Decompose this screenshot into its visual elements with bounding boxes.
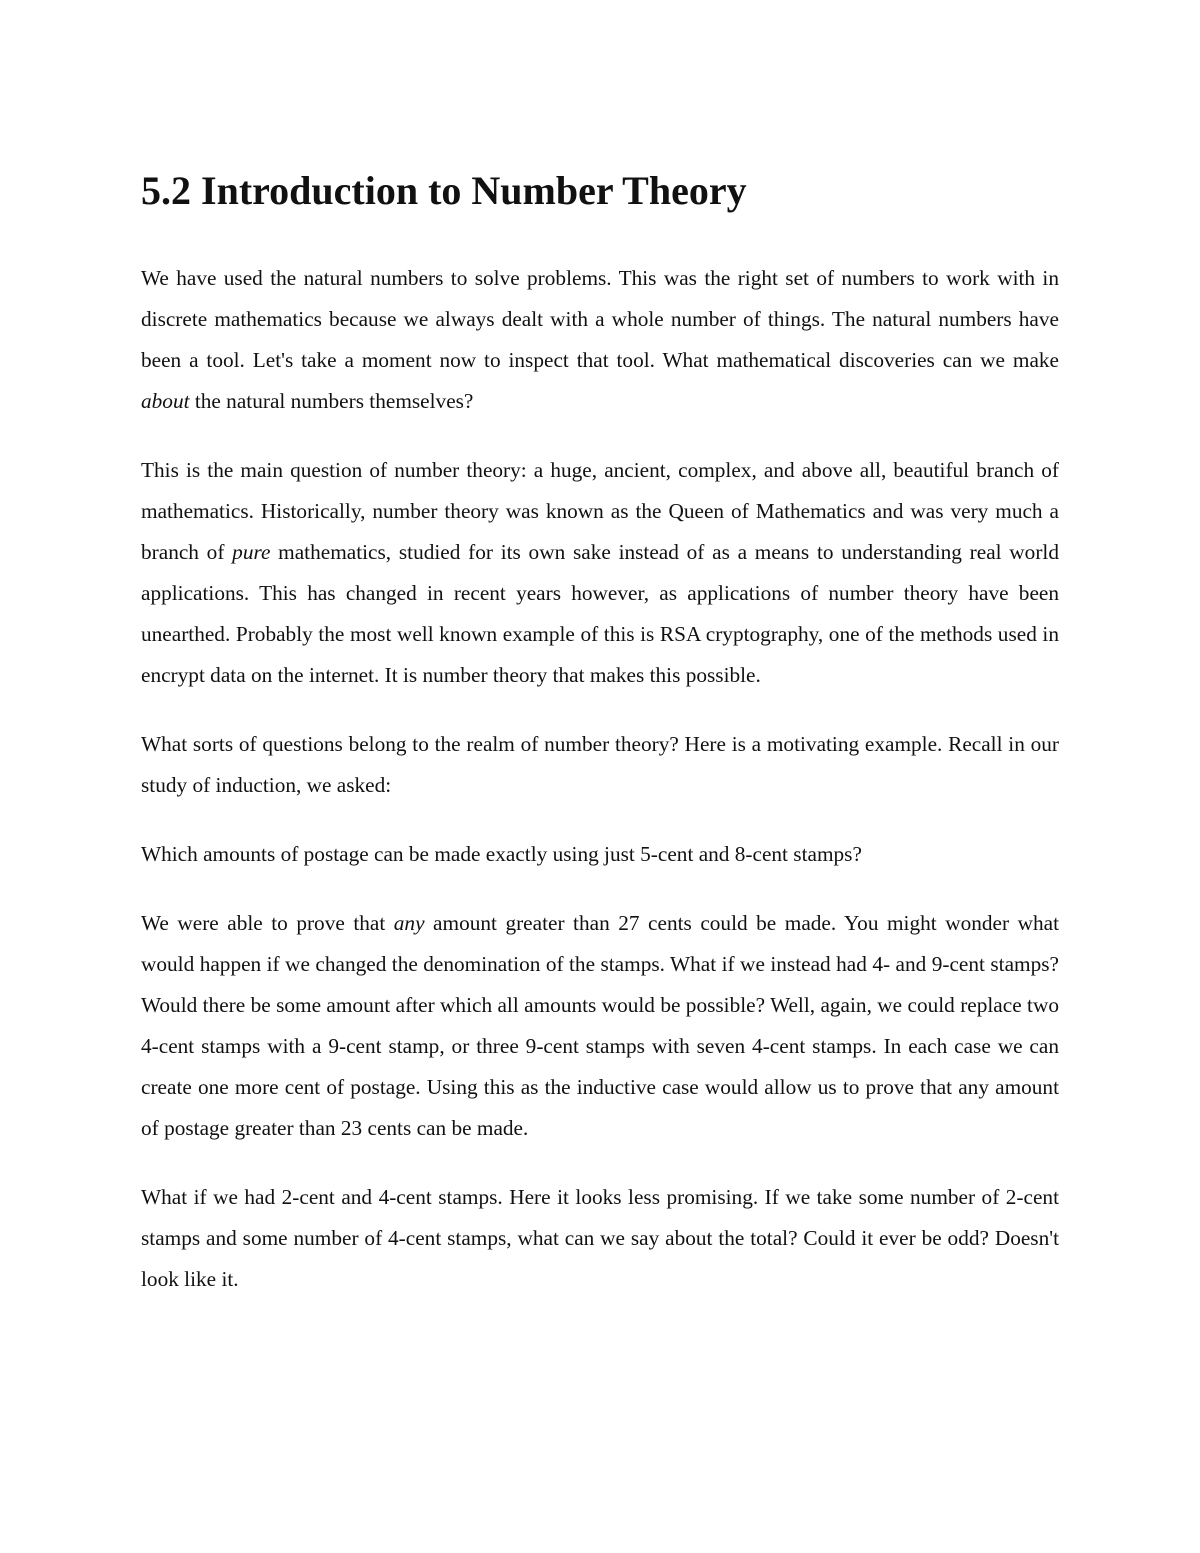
paragraph-even-stamps: What if we had 2-cent and 4-cent stamps. Here it looks less promising. If we take some number of 2-cent stamps and some number of 4-cent stamps, what can we say about the total? Could it ever be odd? Doesn't look like it. (141, 1185, 1059, 1291)
paragraph-text: We have used the natural numbers to solve problems. This was the right set of numbers to work with in discrete mathematics because we always dealt with a whole number of things. The natural numbers have been a tool. Let's take a moment now to inspect that tool. What mathematical discoveries can we make (141, 266, 1059, 372)
emphasis-about: about (141, 389, 190, 413)
document-page (141, 160, 1059, 1300)
paragraph-number-theory-overview (141, 450, 1059, 696)
paragraph-text: This is the main question of number theory: a huge, ancient, complex, and above all, beautiful branch of mathematics. Historically, number theory was known as the Queen of Mathematics and was very much a branch of (141, 458, 1059, 564)
paragraph-text: mathematics, studied for its own sake instead of as a means to understanding real world applications. This has changed in recent years however, as applications of number theory have been unearthed. Probably the most well known example of this is RSA cryptography, one of the methods used in encrypt data on the internet. It is number theory that makes this possible. (141, 540, 1059, 687)
paragraph-text: We were able to prove that (141, 911, 394, 935)
section-title: 5.2 Introduction to Number Theory (141, 168, 747, 213)
paragraph-text: amount greater than 27 cents could be made. You might wonder what would happen if we changed the denomination of the stamps. What if we instead had 4- and 9-cent stamps? Would there be some amount after which all amounts would be possible? Well, again, we could replace two 4-cent stamps with a 9-cent stamp, or three 9-cent stamps with seven 4-cent stamps. In each case we can create one more cent of postage. Using this as the inductive case would allow us to prove that any amount of postage greater than 23 cents can be made. (141, 911, 1059, 1140)
paragraph-motivating-example: What sorts of questions belong to the realm of number theory? Here is a motivating example. Recall in our study of induction, we asked: (141, 732, 1059, 797)
emphasis-pure: pure (232, 540, 271, 564)
paragraph-text: the natural numbers themselves? (189, 389, 474, 413)
paragraph-postage-question: Which amounts of postage can be made exactly using just 5-cent and 8-cent stamps? (141, 842, 862, 866)
paragraph-stamp-induction (141, 903, 1059, 1149)
paragraph-natural-numbers (141, 258, 1059, 422)
emphasis-any: any (393, 911, 425, 935)
